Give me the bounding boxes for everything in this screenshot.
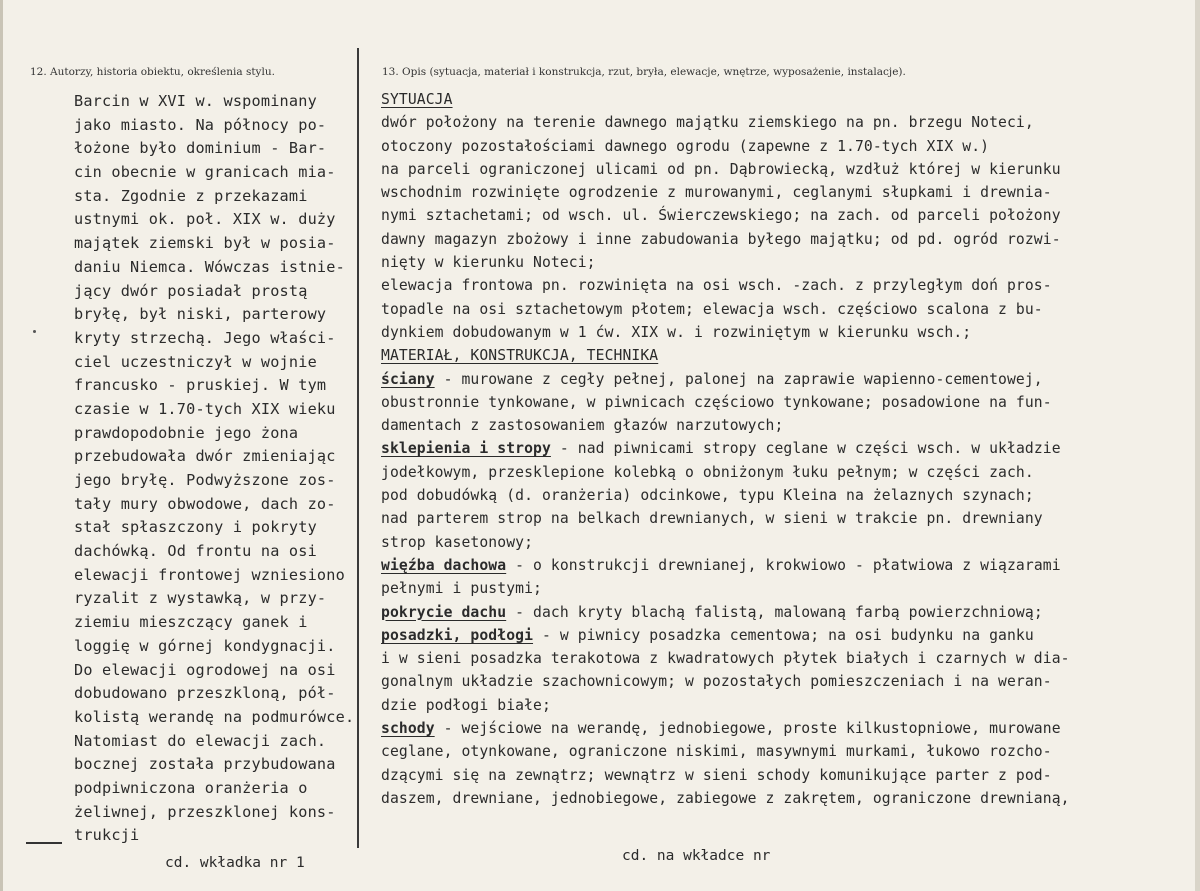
history-text-line: jący dwór posiadał prostą	[74, 281, 308, 300]
description-text: - wejściowe na werandę, jednobiegowe, proste kilkustopniowe, murowane	[434, 720, 1061, 738]
description-text-line	[381, 787, 1141, 810]
history-text-line: majątek ziemski był w posia-	[74, 234, 336, 253]
history-text-line: ryzalit z wystawką, w przy-	[74, 589, 327, 608]
description-text-line	[381, 461, 1141, 484]
description-text: obustronnie tynkowane, w piwnicach częściowo tynkowane; posadowione na fun-	[381, 393, 1052, 411]
history-text-line: kolistą werandę na podmurówce.	[74, 707, 355, 726]
description-text: i w sieni posadzka terakotowa z kwadratowych płytek białych i czarnych w dia-	[381, 650, 1070, 668]
description-text-line	[381, 764, 1141, 787]
history-text-line: Natomiast do elewacji zach.	[74, 731, 327, 750]
scan-edge-right	[1195, 0, 1200, 891]
history-text-line: francusko - pruskiej. W tym	[74, 376, 327, 395]
description-text: nymi sztachetami; od wsch. ul. Świerczewskiego; na zach. od parceli położony	[381, 207, 1061, 225]
description-text-line	[381, 507, 1141, 530]
history-text-line: cin obecnie w granicach mia-	[74, 163, 336, 182]
description-text-line	[381, 694, 1141, 717]
description-text-line	[381, 158, 1141, 181]
section-heading-text: MATERIAŁ, KONSTRUKCJA, TECHNIKA	[381, 347, 659, 365]
history-text-line: bryłę, był niski, parterowy	[74, 305, 327, 324]
section-13-header: 13. Opis (sytuacja, materiał i konstrukcja, rzut, bryła, elewacje, wnętrze, wyposażenie, instalacje).	[382, 66, 906, 78]
element-term: ściany	[381, 370, 435, 388]
description-text-line	[381, 228, 1141, 251]
description-text: - murowane z cegły pełnej, palonej na zaprawie wapienno-cementowej,	[434, 370, 1043, 388]
description-text: jodełkowym, przesklepione kolebką o obniżonym łuku pełnym; w części zach.	[381, 463, 1034, 481]
history-text-line: ustnymi ok. poł. XIX w. duży	[74, 210, 336, 229]
history-text-line: Do elewacji ogrodowej na osi	[74, 660, 336, 679]
history-text-line: ciel uczestniczył w wojnie	[74, 352, 317, 371]
history-text-line: loggię w górnej kondygnacji.	[74, 636, 336, 655]
description-text-line	[381, 601, 1141, 624]
description-text: - o konstrukcji drewnianej, krokwiowo - płatwiowa z wiązarami	[506, 556, 1061, 574]
history-text-line: kryty strzechą. Jego właści-	[74, 328, 336, 347]
element-term: schody	[381, 720, 435, 738]
description-text-line	[381, 204, 1141, 227]
element-term: pokrycie dachu	[381, 603, 507, 621]
description-text: gonalnym układzie szachownicowym; w pozostałych pomieszczeniach i na weran-	[381, 673, 1052, 691]
description-text-line	[381, 624, 1141, 647]
element-term: sklepienia i stropy	[381, 440, 551, 458]
description-text: daszem, drewniane, jednobiegowe, zabiegowe z zakrętem, ograniczone drewnianą,	[381, 789, 1070, 807]
description-text: nad parterem strop na belkach drewnianych, w sieni w trakcie pn. drewniany	[381, 510, 1043, 528]
description-text-line	[381, 321, 1141, 344]
description-text: pełnymi i pustymi;	[381, 580, 542, 598]
footer-continuation-left: cd. wkładka nr 1	[165, 855, 305, 871]
scan-speck	[33, 330, 36, 333]
description-text-line	[381, 577, 1141, 600]
description-text-line	[381, 181, 1141, 204]
description-text: - dach kryty blachą falistą, malowaną farbą powierzchniową;	[506, 603, 1043, 621]
history-text-line: jego bryłę. Podwyższone zos-	[74, 471, 336, 489]
description-text-line	[381, 368, 1141, 391]
description-text-line	[381, 111, 1141, 134]
description-text-line	[381, 274, 1141, 297]
history-text-line: elewacji frontowej wzniesiono	[74, 565, 345, 584]
element-term: więźba dachowa	[381, 556, 507, 574]
history-text-line: tały mury obwodowe, dach zo-	[74, 494, 336, 513]
history-text-line: sta. Zgodnie z przekazami	[74, 186, 308, 205]
description-text: wschodnim rozwinięte ogrodzenie z murowanymi, ceglanymi słupkami i drewnia-	[381, 184, 1052, 202]
section-heading-text: SYTUACJA	[381, 91, 453, 108]
history-text-line: bocznej została przybudowana	[74, 755, 336, 774]
section-12-header: 12. Autorzy, historia obiektu, określenia stylu.	[30, 66, 275, 78]
description-text: - w piwnicy posadzka cementowa; na osi budynku na ganku	[533, 626, 1034, 644]
description-text-line	[381, 670, 1141, 693]
history-text-line: jako miasto. Na północy po-	[74, 115, 327, 134]
description-text-line	[381, 554, 1141, 577]
description-text-line	[381, 717, 1141, 740]
description-text-line	[381, 740, 1141, 763]
history-text-line: stał spłaszczony i pokryty	[74, 518, 317, 537]
section-heading	[381, 88, 1141, 111]
scan-edge-left	[0, 0, 3, 891]
description-text: damentach z zastosowaniem głazów narzutowych;	[381, 417, 784, 435]
element-term: posadzki, podłogi	[381, 626, 534, 644]
description-text-line	[381, 251, 1141, 274]
history-text-line: czasie w 1.70-tych XIX wieku	[74, 399, 336, 418]
section-heading	[381, 344, 1141, 367]
history-column	[74, 90, 359, 848]
margin-dash	[26, 842, 62, 844]
history-text-line: przebudowała dwór zmieniając	[74, 447, 336, 466]
history-text-line: prawdopodobnie jego żona	[74, 423, 299, 442]
description-text-line	[381, 484, 1141, 507]
description-text: dzie podłogi białe;	[381, 696, 551, 714]
description-text-line	[381, 647, 1141, 670]
description-text-line	[381, 414, 1141, 437]
history-text-line: łożone było dominium - Bar-	[74, 139, 327, 158]
description-text: dzącymi się na zewnątrz; wewnątrz w sieni schody komunikujące parter z pod-	[381, 766, 1052, 784]
description-text: otoczony pozostałościami dawnego ogrodu (zapewne z 1.70-tych XIX w.)	[381, 137, 990, 155]
description-text: dynkiem dobudowanym w 1 ćw. XIX w. i rozwiniętym w kierunku wsch.;	[381, 323, 972, 341]
history-text-line: Barcin w XVI w. wspominany	[74, 92, 317, 110]
history-text-line: daniu Niemca. Wówczas istnie-	[74, 257, 345, 276]
description-text: dwór położony na terenie dawnego majątku ziemskiego na pn. brzegu Noteci,	[381, 114, 1034, 132]
description-text-line	[381, 437, 1141, 460]
description-text: strop kasetonowy;	[381, 533, 534, 551]
description-text-line	[381, 531, 1141, 554]
history-text-line: podpiwniczona oranżeria o	[74, 778, 308, 797]
history-text-line: dachówką. Od frontu na osi	[74, 542, 317, 561]
description-text: elewacja frontowa pn. rozwinięta na osi wsch. -zach. z przyległym doń pros-	[381, 277, 1052, 295]
footer-continuation-right: cd. na wkładce nr	[622, 848, 771, 864]
description-text: nięty w kierunku Noteci;	[381, 254, 596, 272]
history-text-line: ziemiu mieszczący ganek i	[74, 613, 308, 632]
description-text: na parceli ograniczonej ulicami od pn. Dąbrowiecką, wzdłuż której w kierunku	[381, 160, 1061, 178]
description-text: ceglane, otynkowane, ograniczone niskimi, masywnymi murkami, łukowo rozcho-	[381, 743, 1052, 761]
description-text-line	[381, 135, 1141, 158]
history-text-line: trukcji	[74, 826, 140, 845]
description-text-line	[381, 298, 1141, 321]
description-column	[381, 88, 1141, 810]
description-text: - nad piwnicami stropy ceglane w części wsch. w układzie	[550, 440, 1061, 458]
description-text-line	[381, 391, 1141, 414]
description-text: pod dobudówką (d. oranżeria) odcinkowe, typu Kleina na żelaznych szynach;	[381, 487, 1034, 505]
history-text-line: dobudowano przeszkloną, pół-	[74, 684, 336, 703]
description-text: topadle na osi sztachetowym płotem; elewacja wsch. częściowo scalona z bu-	[381, 300, 1043, 318]
description-text: dawny magazyn zbożowy i inne zabudowania byłego majątku; od pd. ogród rozwi-	[381, 230, 1061, 248]
history-text-line: żeliwnej, przeszklonej kons-	[74, 802, 336, 821]
